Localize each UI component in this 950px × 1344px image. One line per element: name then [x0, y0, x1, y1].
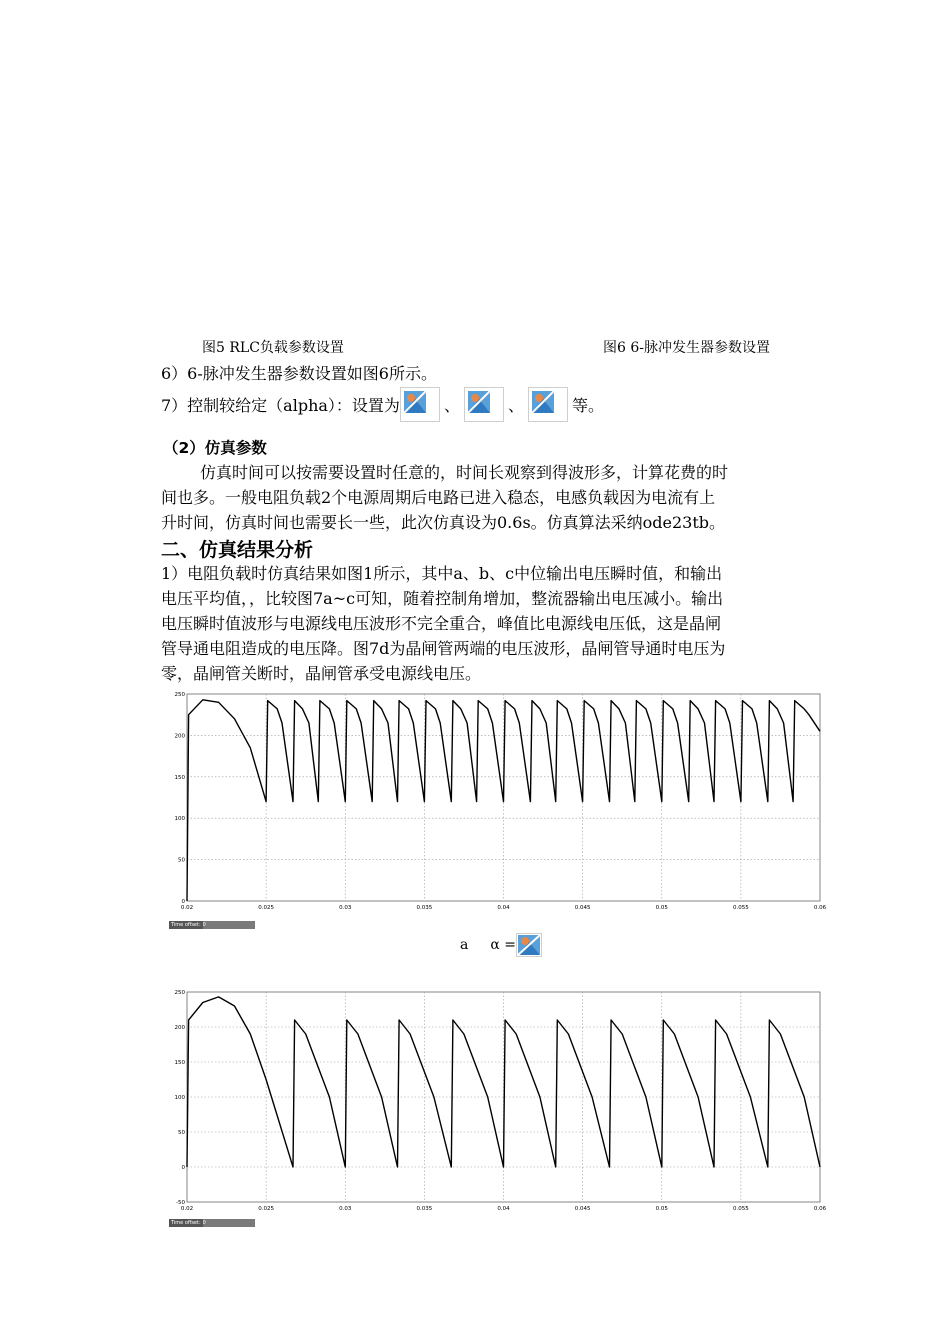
y-tick-label: 50	[178, 1130, 185, 1136]
y-tick-label: 100	[174, 1095, 185, 1101]
time-offset-label: Time offset:	[171, 1220, 201, 1226]
step-7-line	[161, 386, 604, 422]
waveform-chart-b	[165, 988, 830, 1216]
y-tick-label: 150	[174, 1060, 185, 1066]
waveform-chart-a	[165, 690, 830, 915]
x-tick-label: 0.03	[339, 905, 352, 911]
sim-params-line: 升时间，仿真时间也需要长一些，此次仿真设为0.6s。仿真算法采纳ode23tb。	[161, 513, 726, 532]
analysis-line: 管导通电阻造成的电压降。图7d为晶闸管两端的电压波形，晶闸管导通时电压为	[161, 639, 726, 658]
time-offset-value: 0	[203, 1219, 255, 1227]
analysis-heading: 二、仿真结果分析	[161, 539, 314, 561]
separator: 、	[507, 395, 524, 415]
separator: 、	[443, 395, 460, 415]
figure-5-caption: 图5 RLC负载参数设置	[202, 340, 344, 356]
x-tick-label: 0.02	[180, 1206, 194, 1212]
y-tick-label: 250	[174, 990, 185, 996]
figure-a-caption	[460, 932, 542, 958]
time-offset-label: Time offset:	[171, 922, 201, 928]
x-tick-label: 0.04	[497, 905, 510, 911]
time-offset-bar	[169, 921, 255, 929]
x-tick-label: 0.055	[733, 1206, 749, 1212]
x-tick-label: 0.04	[497, 1206, 510, 1212]
x-tick-label: 0.05	[655, 1206, 668, 1212]
y-tick-label: 0	[181, 899, 185, 905]
step-7-prefix: 7）控制较给定（alpha）：设置为	[161, 395, 400, 415]
alpha-label: α =	[490, 937, 516, 953]
x-tick-label: 0.025	[258, 1206, 274, 1212]
x-tick-label: 0.02	[180, 905, 194, 911]
sim-params-line: 间也多。一般电阻负载2个电源周期后电路已进入稳态，电感负载因为电流有上	[161, 488, 716, 507]
image-placeholder-icon	[528, 387, 568, 422]
figure-6-caption: 图6 6-脉冲发生器参数设置	[603, 340, 770, 356]
analysis-line: 电压平均值，，比较图7a~c可知，随着控制角增加，整流器输出电压减小。输出	[161, 589, 724, 608]
analysis-line: 1）电阻负载时仿真结果如图1所示，其中a、b、c中位输出电压瞬时值，和输出	[161, 564, 723, 583]
figure-a-letter: a	[460, 937, 469, 953]
x-tick-label: 0.045	[574, 905, 591, 911]
time-offset-value: 0	[203, 921, 255, 929]
x-tick-label: 0.055	[733, 905, 749, 911]
x-tick-label: 0.045	[574, 1206, 591, 1212]
image-placeholder-icon	[400, 387, 440, 422]
y-tick-label: 0	[181, 1165, 185, 1171]
y-tick-label: -50	[176, 1200, 185, 1206]
y-tick-label: 200	[174, 1025, 185, 1031]
sim-params-heading: （2）仿真参数	[163, 439, 267, 457]
y-tick-label: 50	[178, 857, 185, 864]
y-tick-label: 100	[174, 816, 185, 823]
x-tick-label: 0.05	[655, 905, 668, 911]
y-tick-label: 150	[174, 774, 185, 781]
x-tick-label: 0.03	[339, 1206, 352, 1212]
x-tick-label: 0.025	[258, 905, 274, 911]
sim-params-line: 仿真时间可以按需要设置时任意的，时间长观察到得波形多，计算花费的时	[200, 463, 729, 482]
time-offset-bar	[169, 1219, 255, 1227]
y-tick-label: 200	[174, 733, 185, 740]
x-tick-label: 0.06	[813, 905, 827, 911]
image-placeholder-icon	[516, 933, 542, 957]
analysis-line: 电压瞬时值波形与电源线电压波形不完全重合，峰值比电源线电压低，这是晶闸	[161, 614, 722, 633]
analysis-line: 零，晶闸管关断时，晶闸管承受电源线电压。	[161, 664, 482, 683]
step-6-text: 6）6-脉冲发生器参数设置如图6所示。	[161, 364, 437, 383]
y-tick-label: 250	[174, 692, 185, 698]
x-tick-label: 0.035	[416, 1206, 433, 1212]
x-tick-label: 0.06	[813, 1206, 827, 1212]
image-placeholder-icon	[464, 387, 504, 422]
x-tick-label: 0.035	[416, 905, 433, 911]
step-7-suffix: 等。	[571, 395, 604, 415]
